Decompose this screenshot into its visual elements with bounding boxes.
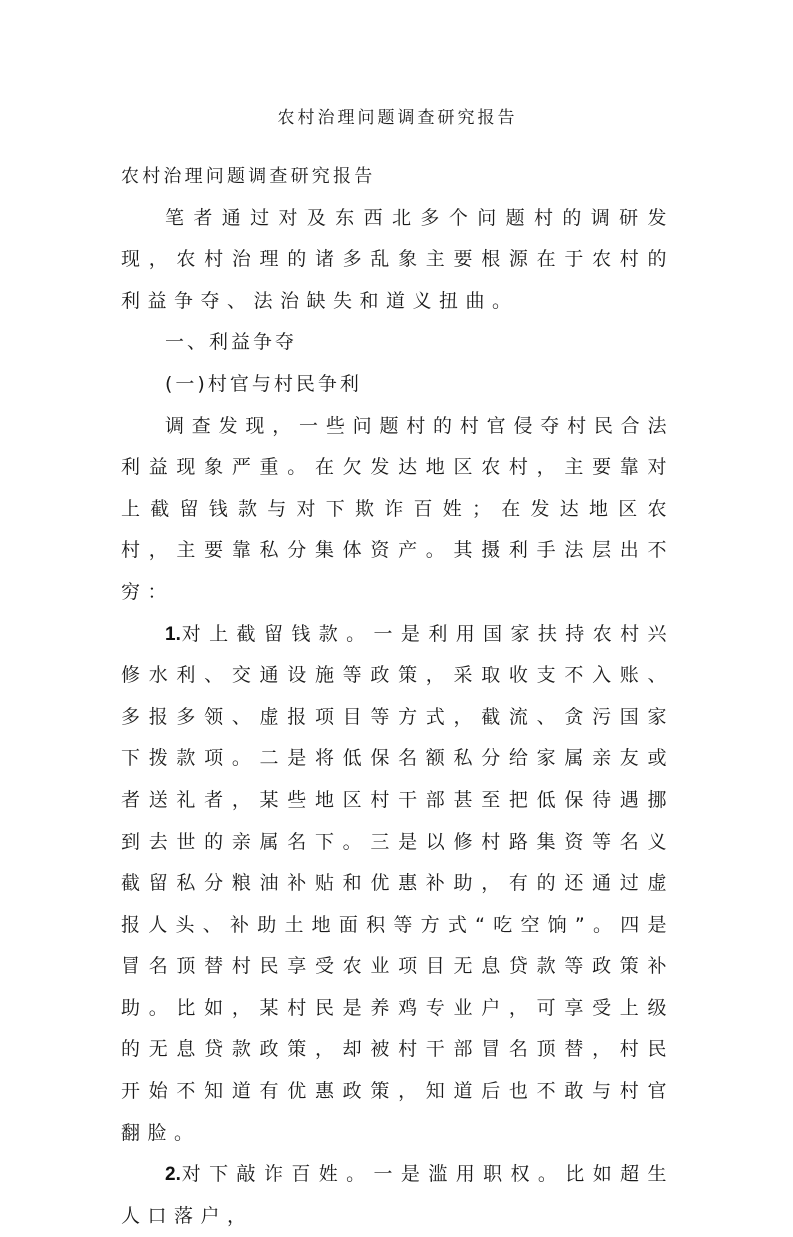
paragraph-findings: 调查发现，一些问题村的村官侵夺村民合法利益现象严重。在欠发达地区农村，主要靠对上截留钱款与对下欺诈百姓；在发达地区农村，主要靠私分集体资产。其摄利手法层出不穷： — [121, 414, 674, 603]
paragraph-item-2 — [121, 1154, 674, 1237]
paragraph-item-1 — [121, 614, 674, 1155]
document-subtitle: 农村治理问题调查研究报告 — [121, 166, 376, 187]
heading-subsection-1: (一)村官与村民争利 — [165, 372, 362, 395]
document-body — [121, 156, 674, 1237]
item-number: 1. — [165, 623, 181, 645]
heading-section-1: 一、利益争夺 — [165, 331, 298, 354]
paragraph-intro: 笔者通过对及东西北多个问题村的调研发现，农村治理的诸多乱象主要根源在于农村的利益争夺、法治缺失和道义扭曲。 — [121, 206, 674, 312]
item-text: 对上截留钱款。一是利用国家扶持农村兴修水利、交通设施等政策，采取收支不入账、多报多领、虚报项目等方式，截流、贪污国家下拨款项。二是将低保名额私分给家属亲友或者送礼者，某些地区村干部甚至把低保待遇挪到去世的亲属名下。三是以修村路集资等名义截留私分粮油补贴和优惠补助，有的还通过虚报人头、补助土地面积等方式“吃空饷”。四是冒名顶替村民享受农业项目无息贷款等政策补助。比如，某村民是养鸡专业户，可享受上级的无息贷款政策，却被村干部冒名顶替，村民开始不知道有优惠政策，知道后也不敢与村官翻脸。 — [121, 622, 674, 1144]
item-text: 对下敲诈百姓。一是滥用职权。比如超生人口落户， — [121, 1163, 674, 1227]
document-title: 农村治理问题调查研究报告 — [277, 108, 518, 128]
item-number: 2. — [165, 1164, 181, 1186]
